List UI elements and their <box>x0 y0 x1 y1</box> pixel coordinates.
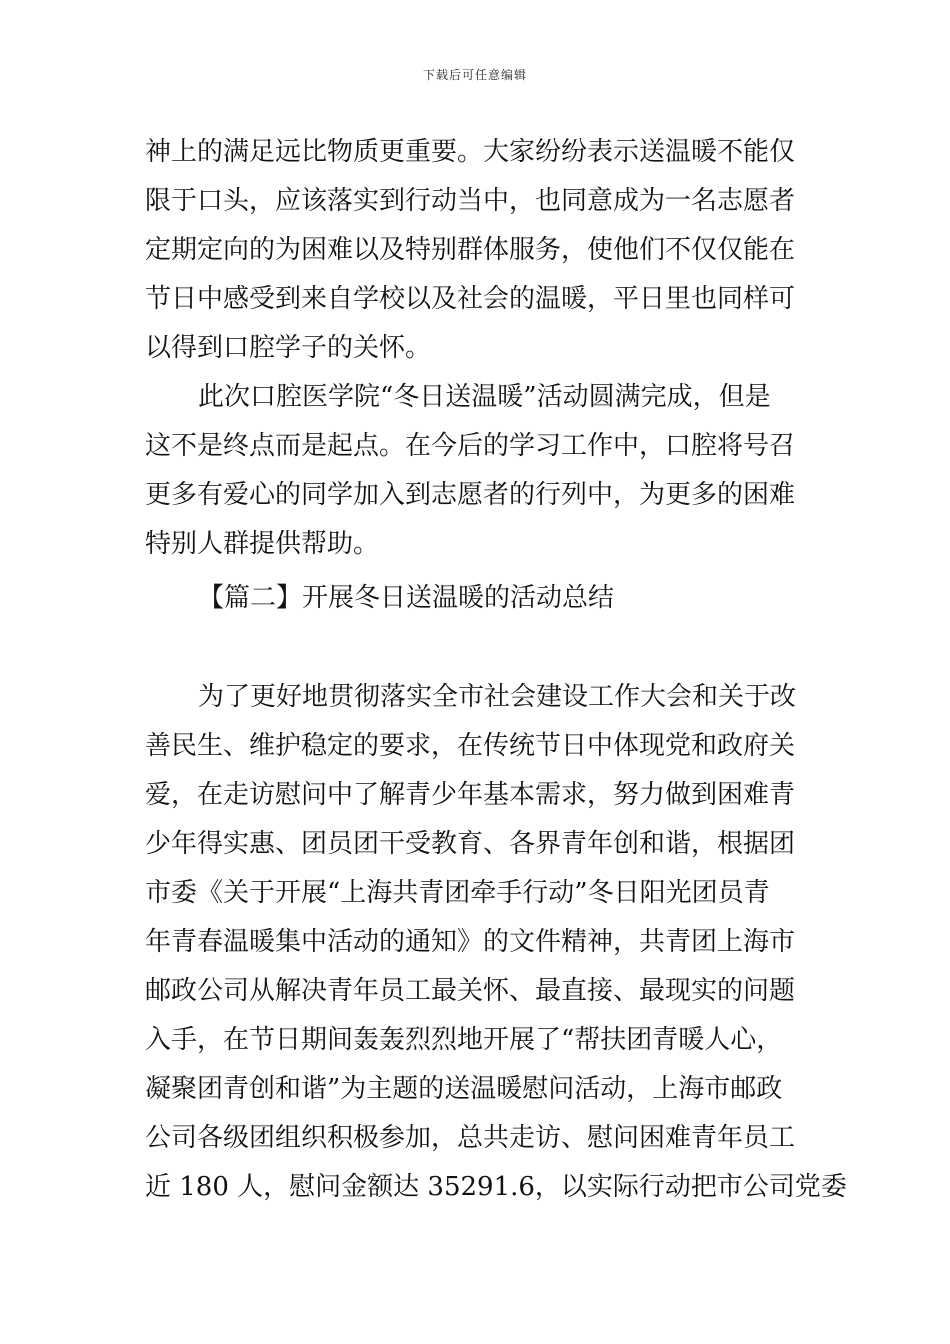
body-line: 限于口头，应该落实到行动当中，也同意成为一名志愿者 <box>145 186 796 216</box>
body-line: 以得到口腔学子的关怀。 <box>145 333 432 363</box>
body-line: 节日中感受到来自学校以及社会的温暖，平日里也同样可 <box>145 284 796 314</box>
body-line: 凝聚团青创和谐”为主题的送温暖慰问活动，上海市邮政 <box>145 1074 783 1104</box>
body-line: 善民生、维护稳定的要求，在传统节日中体现党和政府关 <box>145 731 796 761</box>
section-heading: 【篇二】开展冬日送温暖的活动总结 <box>198 583 615 613</box>
body-line: 定期定向的为困难以及特别群体服务，使他们不仅仅能在 <box>145 235 796 265</box>
body-line: 近 180 人，慰问金额达 35291.6，以实际行动把市公司党委 <box>145 1172 847 1202</box>
body-line: 邮政公司从解决青年员工最关怀、最直接、最现实的问题 <box>145 976 796 1006</box>
body-line: 神上的满足远比物质更重要。大家纷纷表示送温暖不能仅 <box>145 137 796 167</box>
body-line: 少年得实惠、团员团干受教育、各界青年创和谐，根据团 <box>145 829 796 859</box>
body-line: 特别人群提供帮助。 <box>145 529 380 559</box>
body-line: 此次口腔医学院“冬日送温暖”活动圆满完成，但是 <box>198 382 771 412</box>
body-line: 公司各级团组织积极参加，总共走访、慰问困难青年员工 <box>145 1123 796 1153</box>
page-header-note: 下载后可任意编辑 <box>422 68 527 82</box>
body-line: 更多有爱心的同学加入到志愿者的行列中，为更多的困难 <box>145 480 796 510</box>
body-line: 入手，在节日期间轰轰烈烈地开展了“帮扶团青暖人心， <box>145 1025 783 1055</box>
body-line: 为了更好地贯彻落实全市社会建设工作大会和关于改 <box>198 682 797 712</box>
body-line: 这不是终点而是起点。在今后的学习工作中，口腔将号召 <box>145 431 796 461</box>
body-line: 市委《关于开展“上海共青团牵手行动”冬日阳光团员青 <box>145 878 770 908</box>
body-line: 爱，在走访慰问中了解青少年基本需求，努力做到困难青 <box>145 780 796 810</box>
body-line: 年青春温暖集中活动的通知》的文件精神，共青团上海市 <box>145 927 796 957</box>
